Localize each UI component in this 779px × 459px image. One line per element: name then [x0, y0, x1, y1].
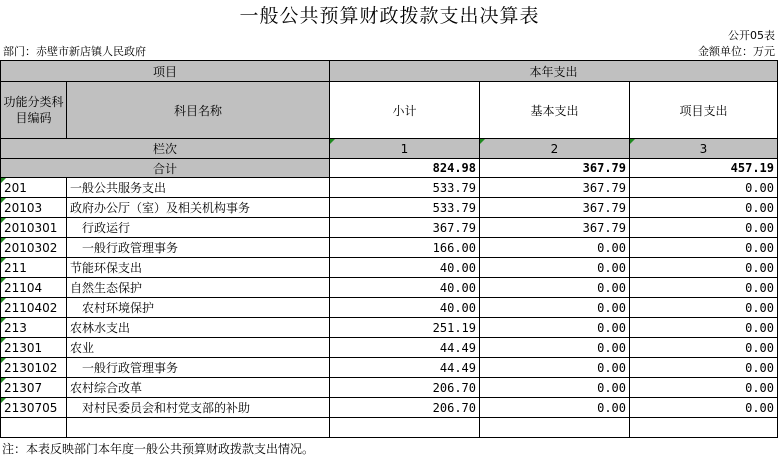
subtotal-value: 206.70: [330, 378, 480, 398]
table-row: [1, 358, 778, 378]
project-value: 0.00: [630, 218, 778, 238]
table-row: [1, 198, 778, 218]
column-number-label: 栏次: [1, 139, 330, 159]
subject-name: 一般行政管理事务: [67, 238, 330, 258]
subject-name: 农村综合改革: [67, 378, 330, 398]
empty-cell: [67, 418, 330, 438]
table-row: [1, 258, 778, 278]
project-value: 0.00: [630, 338, 778, 358]
basic-value: 0.00: [480, 318, 630, 338]
table-row: [1, 398, 778, 418]
table-row: [1, 238, 778, 258]
basic-value: 0.00: [480, 358, 630, 378]
report-title: 一般公共预算财政拨款支出决算表: [239, 5, 540, 27]
form-number: 公开05表: [728, 29, 775, 42]
amount-unit-label: 金额单位：万元: [698, 45, 775, 58]
table-row: [1, 278, 778, 298]
subject-name: 农业: [67, 338, 330, 358]
table-row: [1, 318, 778, 338]
basic-expenditure-header: 基本支出: [480, 82, 630, 139]
subject-name: 农村环境保护: [67, 298, 330, 318]
subject-code: 211: [1, 258, 67, 278]
table-row: [1, 338, 778, 358]
basic-value: 367.79: [480, 218, 630, 238]
subject-code: 2010301: [1, 218, 67, 238]
subject-name: 一般公共服务支出: [67, 178, 330, 198]
subject-name: 农林水支出: [67, 318, 330, 338]
subject-code: 2110402: [1, 298, 67, 318]
project-header: 项目: [1, 61, 330, 82]
subject-name-header: 科目名称: [67, 82, 330, 139]
project-value: 0.00: [630, 238, 778, 258]
total-project: 457.19: [630, 159, 778, 178]
subject-code: 21301: [1, 338, 67, 358]
table-row: [1, 378, 778, 398]
total-label: 合计: [1, 159, 330, 178]
subtotal-value: 251.19: [330, 318, 480, 338]
column-number-3: 3: [630, 139, 778, 159]
subject-code: 2130705: [1, 398, 67, 418]
subtotal-value: 44.49: [330, 358, 480, 378]
subtotal-value: 40.00: [330, 298, 480, 318]
project-value: 0.00: [630, 358, 778, 378]
project-value: 0.00: [630, 298, 778, 318]
project-value: 0.00: [630, 198, 778, 218]
subject-name: 自然生态保护: [67, 278, 330, 298]
basic-value: 0.00: [480, 298, 630, 318]
basic-value: 0.00: [480, 258, 630, 278]
subject-code: 2130102: [1, 358, 67, 378]
basic-value: 0.00: [480, 278, 630, 298]
subtotal-value: 206.70: [330, 398, 480, 418]
project-value: 0.00: [630, 318, 778, 338]
empty-cell: [330, 418, 480, 438]
subject-code: 21104: [1, 278, 67, 298]
empty-cell: [480, 418, 630, 438]
subtotal-value: 40.00: [330, 258, 480, 278]
subtotal-value: 533.79: [330, 198, 480, 218]
project-value: 0.00: [630, 278, 778, 298]
empty-row: [1, 418, 778, 438]
expenditure-table: [0, 60, 778, 438]
subtotal-value: 166.00: [330, 238, 480, 258]
project-value: 0.00: [630, 398, 778, 418]
basic-value: 367.79: [480, 198, 630, 218]
subject-code: 20103: [1, 198, 67, 218]
subject-code: 201: [1, 178, 67, 198]
subtotal-value: 40.00: [330, 278, 480, 298]
basic-value: 367.79: [480, 178, 630, 198]
subject-name: 一般行政管理事务: [67, 358, 330, 378]
subject-name: 节能环保支出: [67, 258, 330, 278]
project-value: 0.00: [630, 258, 778, 278]
subtotal-value: 44.49: [330, 338, 480, 358]
subject-code: 2010302: [1, 238, 67, 258]
basic-value: 0.00: [480, 338, 630, 358]
basic-value: 0.00: [480, 398, 630, 418]
basic-value: 0.00: [480, 378, 630, 398]
function-code-header: 功能分类科目编码: [1, 82, 67, 139]
table-row: [1, 178, 778, 198]
empty-cell: [1, 418, 67, 438]
table-row: [1, 298, 778, 318]
annual-expenditure-header: 本年支出: [330, 61, 778, 82]
subject-code: 21307: [1, 378, 67, 398]
subject-name: 行政运行: [67, 218, 330, 238]
column-number-2: 2: [480, 139, 630, 159]
subtotal-header: 小计: [330, 82, 480, 139]
table-row: [1, 218, 778, 238]
department-label: 部门：赤壁市新店镇人民政府: [3, 45, 146, 58]
subject-name: 对村民委员会和村党支部的补助: [67, 398, 330, 418]
total-basic: 367.79: [480, 159, 630, 178]
subtotal-value: 533.79: [330, 178, 480, 198]
column-number-1: 1: [330, 139, 480, 159]
project-value: 0.00: [630, 378, 778, 398]
basic-value: 0.00: [480, 238, 630, 258]
footnote: 注：本表反映部门本年度一般公共预算财政拨款支出情况。: [2, 442, 315, 456]
project-expenditure-header: 项目支出: [630, 82, 778, 139]
subject-code: 213: [1, 318, 67, 338]
project-value: 0.00: [630, 178, 778, 198]
empty-cell: [630, 418, 778, 438]
subject-name: 政府办公厅（室）及相关机构事务: [67, 198, 330, 218]
total-subtotal: 824.98: [330, 159, 480, 178]
subtotal-value: 367.79: [330, 218, 480, 238]
